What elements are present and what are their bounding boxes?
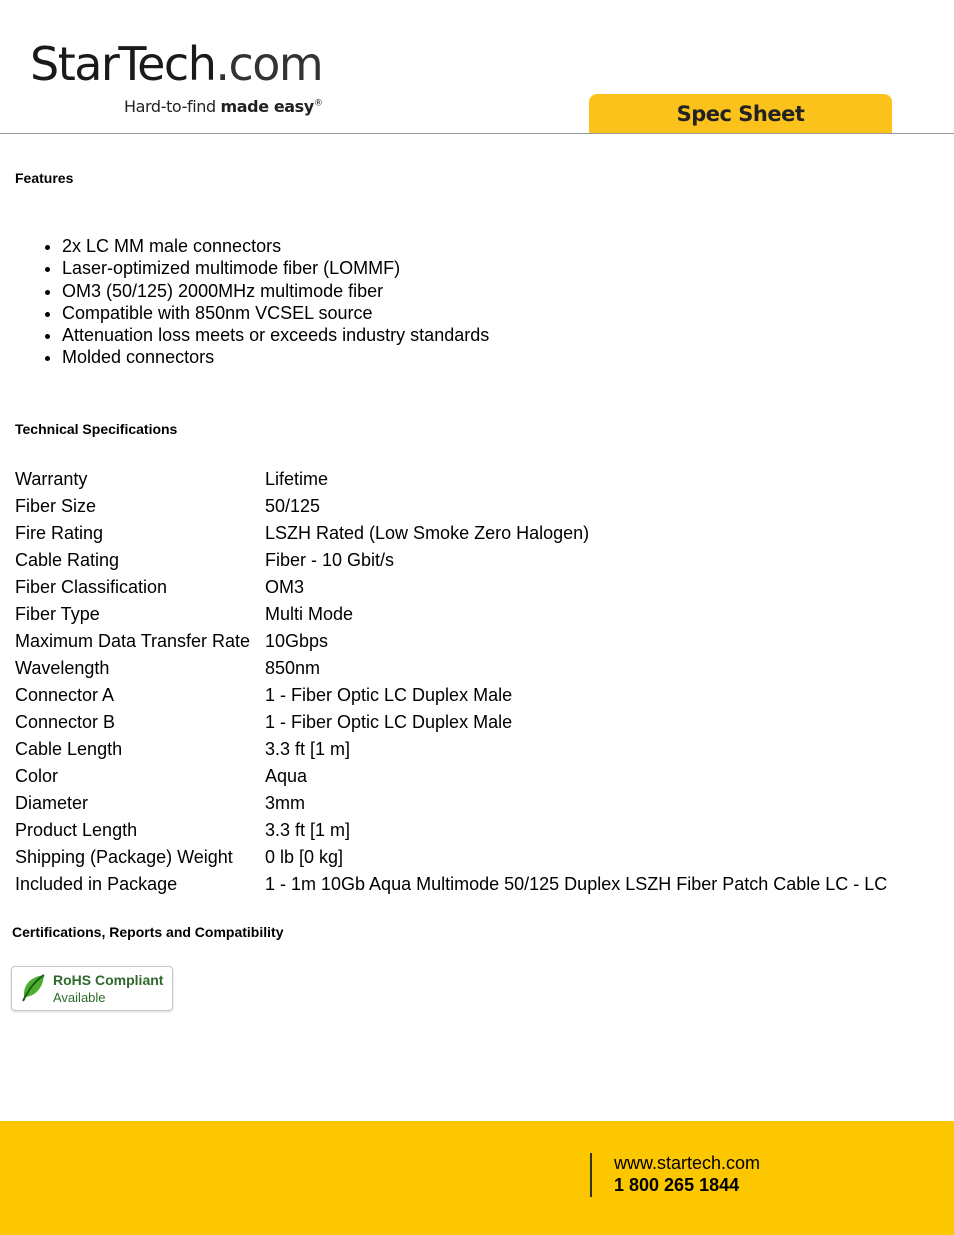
- spec-value: LSZH Rated (Low Smoke Zero Halogen): [265, 523, 590, 543]
- spec-row: [15, 682, 887, 709]
- spec-label: Connector B: [15, 712, 116, 732]
- spec-row: [15, 466, 887, 493]
- spec-label: Wavelength: [15, 658, 110, 678]
- spec-row: [15, 628, 887, 655]
- footer-phone: 1 800 265 1844: [614, 1175, 740, 1195]
- tech-specs-heading: Technical Specifications: [15, 421, 178, 437]
- feature-item: • 2x LC MM male connectors: [62, 235, 489, 257]
- spec-value: 3.3 ft [1 m]: [265, 739, 351, 759]
- spec-label: Diameter: [15, 793, 89, 813]
- spec-value: Multi Mode: [265, 604, 354, 624]
- spec-label: Warranty: [15, 469, 88, 489]
- spec-label: Fiber Classification: [15, 577, 168, 597]
- spec-row: [15, 736, 887, 763]
- spec-value: 1 - Fiber Optic LC Duplex Male: [265, 685, 513, 705]
- spec-label: Fire Rating: [15, 523, 104, 543]
- spec-row: [15, 844, 887, 871]
- rohs-badge: [11, 966, 173, 1011]
- spec-value: OM3: [265, 577, 305, 597]
- features-list: [15, 235, 489, 369]
- spec-label: Fiber Size: [15, 496, 97, 516]
- spec-row: [15, 520, 887, 547]
- spec-value: Lifetime: [265, 469, 329, 489]
- spec-row: [15, 871, 887, 898]
- spec-value: 50/125: [265, 496, 321, 516]
- spec-row: [15, 655, 887, 682]
- spec-row: [15, 790, 887, 817]
- footer-divider: [590, 1153, 592, 1197]
- spec-value: 3mm: [265, 793, 305, 813]
- spec-value: 1 - Fiber Optic LC Duplex Male: [265, 712, 513, 732]
- spec-row: [15, 493, 887, 520]
- spec-label: Cable Length: [15, 739, 123, 759]
- spec-value: 3.3 ft [1 m]: [265, 820, 351, 840]
- tech-specs-table: [15, 466, 887, 898]
- logo-brand: StarTech: [30, 37, 216, 91]
- spec-row: [15, 574, 887, 601]
- spec-row: [15, 763, 887, 790]
- header-divider: [0, 133, 954, 134]
- leaf-icon: [20, 973, 48, 1003]
- spec-value: 0 lb [0 kg]: [265, 847, 344, 867]
- spec-row: [15, 817, 887, 844]
- spec-row: [15, 547, 887, 574]
- footer-website-link[interactable]: www.startech.com: [614, 1153, 761, 1173]
- spec-value: 850nm: [265, 658, 321, 678]
- spec-label: Included in Package: [15, 874, 178, 894]
- spec-value: Aqua: [265, 766, 308, 786]
- logo-tagline: Hard-to-find made easy®: [124, 97, 323, 116]
- feature-item: • Compatible with 850nm VCSEL source: [62, 302, 489, 324]
- spec-value: Fiber - 10 Gbit/s: [265, 550, 395, 570]
- page-footer: [0, 1121, 954, 1235]
- certifications-heading: Certifications, Reports and Compatibility: [12, 924, 284, 940]
- spec-value: 1 - 1m 10Gb Aqua Multimode 50/125 Duplex LSZH Fiber Patch Cable LC - LC: [265, 874, 888, 894]
- spec-label: Color: [15, 766, 59, 786]
- spec-label: Connector A: [15, 685, 115, 705]
- rohs-subtitle: Available: [53, 990, 106, 1005]
- spec-sheet-label: Spec Sheet: [676, 102, 805, 126]
- spec-label: Cable Rating: [15, 550, 120, 570]
- feature-item: • OM3 (50/125) 2000MHz multimode fiber: [62, 280, 489, 302]
- spec-sheet-tab: [589, 94, 892, 134]
- spec-value: 10Gbps: [265, 631, 329, 651]
- features-heading: Features: [15, 170, 74, 186]
- feature-item: • Laser-optimized multimode fiber (LOMMF): [62, 257, 489, 279]
- spec-label: Fiber Type: [15, 604, 100, 624]
- startech-logo: [30, 37, 323, 116]
- feature-item: • Molded connectors: [62, 346, 489, 368]
- rohs-title: RoHS Compliant: [53, 972, 164, 988]
- spec-label: Product Length: [15, 820, 138, 840]
- spec-row: [15, 709, 887, 736]
- logo-dotcom: .com: [215, 37, 323, 91]
- page-header: [0, 0, 954, 134]
- feature-item: • Attenuation loss meets or exceeds industry standards: [62, 324, 489, 346]
- spec-label: Shipping (Package) Weight: [15, 847, 233, 867]
- spec-label: Maximum Data Transfer Rate: [15, 631, 251, 651]
- spec-row: [15, 601, 887, 628]
